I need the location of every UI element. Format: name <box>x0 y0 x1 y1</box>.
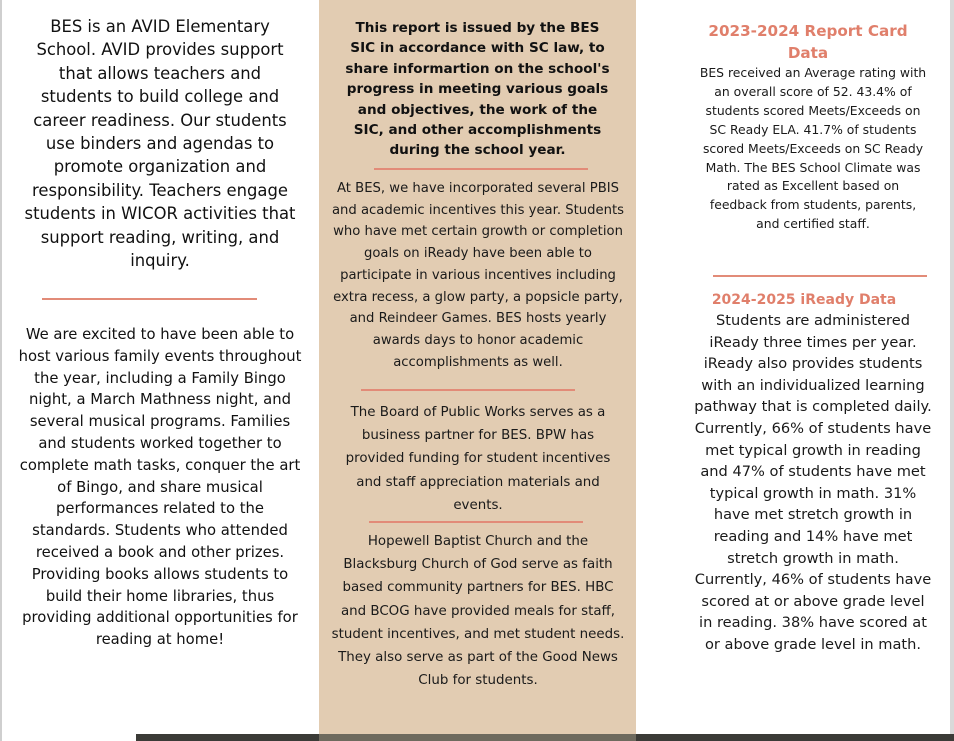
left-divider <box>42 298 257 300</box>
iready-title: 2024-2025 iReady Data <box>711 292 897 308</box>
church-paragraph: Hopewell Baptist Church and the Blacksburg Church of God serve as faith based community partners for BES. HBC and BCOG have provided meals for staff, student incentives, and met student needs. They also serve as part of the Good News Club for students. <box>331 534 625 689</box>
left-column <box>0 0 318 741</box>
iready-text: Students are administered iReady three times per year. iReady also provides students with an individualized learning pathway that is completed daily. Currently, 66% of students have met typical growth in reading and 47% of students have met typical growth in math. 31% have met stretch growth in reading and 14% have met stretch growth in math. Currently, 46% of students have scored at or above grade level in reading. 38% have scored at or above grade level in math. <box>694 312 932 653</box>
right-column <box>636 0 954 741</box>
right-divider <box>713 275 927 277</box>
report-card-text: BES received an Average rating with an overall score of 52. 43.4% of students scored Meets/Exceeds on SC Ready ELA. 41.7% of students scored Meets/Exceeds on SC Ready Math. The BES School Climate was rated as Excellent based on feedback from students, parents, and certified staff. <box>699 65 927 232</box>
pbis-paragraph: At BES, we have incorporated several PBIS and academic incentives this year. Students who have met certain growth or completion goals on iReady have been able to participate in various incentives including extra recess, a glow party, a popsicle party, and Reindeer Games. BES hosts yearly awards days to honor academic accomplishments as well. <box>331 181 625 370</box>
avid-paragraph: BES is an AVID Elementary School. AVID provides support that allows teachers and students to build college and career readiness. Our students use binders and agendas to promote organization and responsibility. Teachers engage students in WICOR activities that support reading, writing, and inquiry. <box>24 17 296 271</box>
bpw-paragraph: The Board of Public Works serves as a business partner for BES. BPW has provided funding for student incentives and staff appreciation materials and events. <box>345 405 611 513</box>
page-edge <box>950 0 954 734</box>
report-card-title: 2023-2024 Report Card Data <box>708 22 908 62</box>
bottom-strip-middle <box>319 734 636 741</box>
middle-column <box>319 0 636 734</box>
family-events-paragraph: We are excited to have been able to host various family events throughout the year, including a Family Bingo night, a March Mathness night, and several musical programs. Families and students worked together to complete math tasks, conquer the art of Bingo, and share musical performances related to the standards. Students who attended received a book and other prizes. Providing books allows students to build their home libraries, thus providing additional opportunities for reading at home! <box>18 326 302 649</box>
middle-divider-3 <box>369 521 583 523</box>
middle-divider-1 <box>374 168 588 170</box>
report-intro-heading: This report is issued by the BES SIC in accordance with SC law, to share informartion on the school's progress in meeting various goals and objectives, the work of the SIC, and other accomplishments during the school year. <box>345 20 610 159</box>
middle-divider-2 <box>361 389 575 391</box>
